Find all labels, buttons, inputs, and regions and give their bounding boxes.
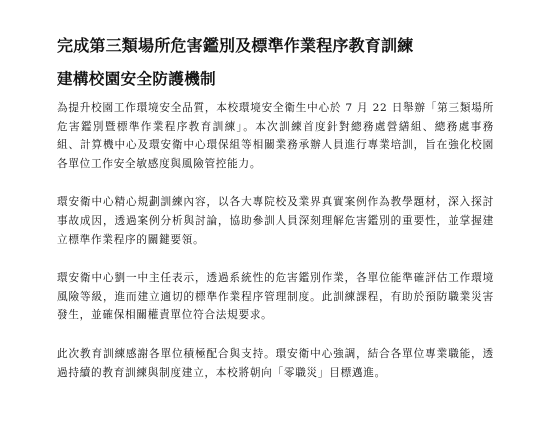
paragraph-intro: 為提升校園工作環境安全品質，本校環境安全衛生中心於 7 月 22 日舉辦「第三類場所危害鑑別暨標準作業程序教育訓練」。本次訓練首度針對總務處營繕組、總務處事務組、計算機中心及環安衛中心環保組等相關業務承辦人員進行專業培訓，旨在強化校園各單位工作安全敏感度與風險管控能力。 (57, 102, 494, 170)
paragraph-training-content: 環安衛中心精心規劃訓練內容，以各大專院校及業界真實案例作為教學題材，深入探討事故成因，透過案例分析與討論，協助參訓人員深刻理解危害鑑別的重要性，並掌握建立標準作業程序的關鍵要領。 (57, 196, 494, 246)
paragraph-director-statement: 環安衛中心劉一中主任表示，透過系統性的危害鑑別作業，各單位能準確評估工作環境風險等級，進而建立適切的標準作業程序管理制度。此訓練課程，有助於預防職業災害發生，並確保相關權責單位符合法規要求。 (57, 272, 494, 322)
paragraph-closing: 此次教育訓練感謝各單位積極配合與支持。環安衛中心強調，結合各單位專業職能，透過持續的教育訓練與制度建立，本校將朝向「零職災」目標邁進。 (57, 347, 494, 379)
document-title: 完成第三類場所危害鑑別及標準作業程序教育訓練 (57, 36, 414, 55)
document-body (57, 99, 494, 382)
document-subtitle: 建構校園安全防護機制 (57, 69, 217, 88)
